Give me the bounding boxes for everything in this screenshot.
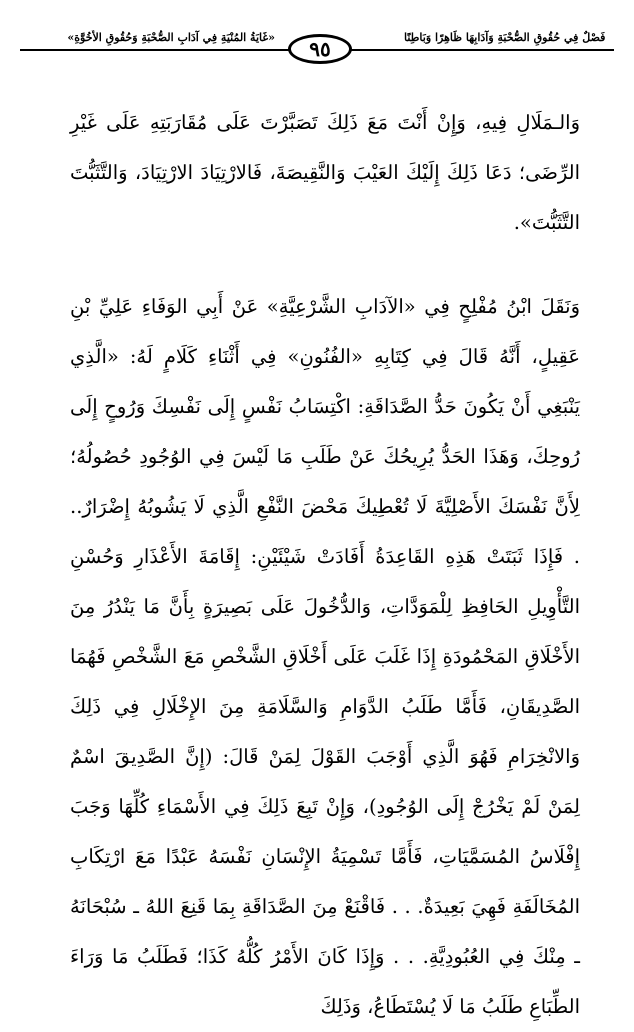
header-chapter-title: فَصْلٌ فِي حُقُوقِ الصُّحْبَةِ وَآدَابِهَا ظَاهِرًا وَبَاطِنًا [404,31,606,44]
header-book-title: «غَايَةُ المُنْيَةِ فِي آدَابِ الصُّحْبَةِ وَحُقُوقِ الأُخُوَّةِ» [67,31,275,44]
paragraph-2 [70,282,580,1032]
page-number: ٩٥ [288,34,352,64]
paragraph-1 [70,98,580,248]
paragraph-1-text: وَالـمَلَالِ فِيهِ، وَإِنْ أَنْتَ مَعَ ذَلِكَ تَصَبَّرْتَ عَلَى مُقَارَبَتِهِ عَلَى غَيْرِ الرِّضَى؛ دَعَا ذَلِكَ إِلَيْكَ العَيْبَ وَالنَّقِيصَةَ، فَالارْتِيَادَ الارْتِيَادَ، وَالتَّثَبُّتَ التَّثَبُّتَ». [70,111,580,234]
paragraph-2-text: وَنَقَلَ ابْنُ مُفْلِحٍ فِي «الآدَابِ الشَّرْعِيَّةِ» عَنْ أَبِي الوَفَاءِ عَلِيِّ بْنِ عَقِيلٍ، أَنَّهُ قَالَ فِي كِتَابِهِ «الفُنُونِ» فِي أَثْنَاءِ كَلَامٍ لَهُ: «الَّذِي يَنْبَغِي أَنْ يَكُونَ حَدُّ الصَّدَاقَةِ: اكْتِسَابُ نَفْسٍ إِلَى نَفْسِكَ وَرُوحٍ إِلَى رُوحِكَ، وَهَذَا الحَدُّ يُرِيحُكَ عَنْ طَلَبِ مَا لَيْسَ فِي الوُجُودِ حُصُولُهُ؛ لِأَنَّ نَفْسَكَ الأَصْلِيَّةَ لَا تُعْطِيكَ مَحْضَ النَّفْعِ الَّذِي لَا يَشُوبُهُ إِضْرَارٌ.. . فَإِذَا ثَبَتَتْ هَذِهِ القَاعِدَةُ أَفَادَتْ شَيْئَيْنِ: إِقَامَةَ الأَعْذَارِ وَحُسْنِ التَّأْوِيلِ الحَافِظِ لِلْمَوَدَّاتِ، وَالدُّخُولَ عَلَى بَصِيرَةٍ بِأَنَّ مَا يَنْدُرُ مِنَ الأَخْلَاقِ المَحْمُودَةِ إِذَا غَلَبَ عَلَى أَخْلَاقِ الشَّخْصِ مَعَ الشَّخْصِ فَهُمَا الصَّدِيقَانِ، فَأَمَّا طَلَبُ الدَّوَامِ وَالسَّلَامَةِ مِنَ الإِخْلَالِ فِي ذَلِكَ وَالانْخِرَامِ فَهُوَ الَّذِي أَوْجَبَ القَوْلَ لِمَنْ قَالَ: (إِنَّ الصَّدِيقَ اسْمٌ لِمَنْ لَمْ يَخْرُجْ إِلَى الوُجُودِ)، وَإِنْ تَبِعَ ذَلِكَ فِي الأَسْمَاءِ كُلِّهَا وَجَبَ إِفْلَاسُ المُسَمَّيَاتِ، فَأَمَّا تَسْمِيَةُ الإِنْسَانِ نَفْسَهُ عَبْدًا مَعَ ارْتِكَابِ المُخَالَفَةِ فَهِيَ بَعِيدَةٌ. . . فَاقْنَعْ مِنَ الصَّدَاقَةِ بِمَا قَنِعَ اللهُ ـ سُبْحَانَهُ ـ مِنْكَ فِي العُبُودِيَّةِ. . . وَإِذَا كَانَ الأَمْرُ كُلُّهُ كَذَا؛ فَطَلَبُ مَا وَرَاءَ الطِّبَاعِ طَلَبُ مَا لَا يُسْتَطَاعُ، وَذَلِكَ [70,295,580,1018]
running-header [20,30,614,70]
page-body [70,98,580,1032]
